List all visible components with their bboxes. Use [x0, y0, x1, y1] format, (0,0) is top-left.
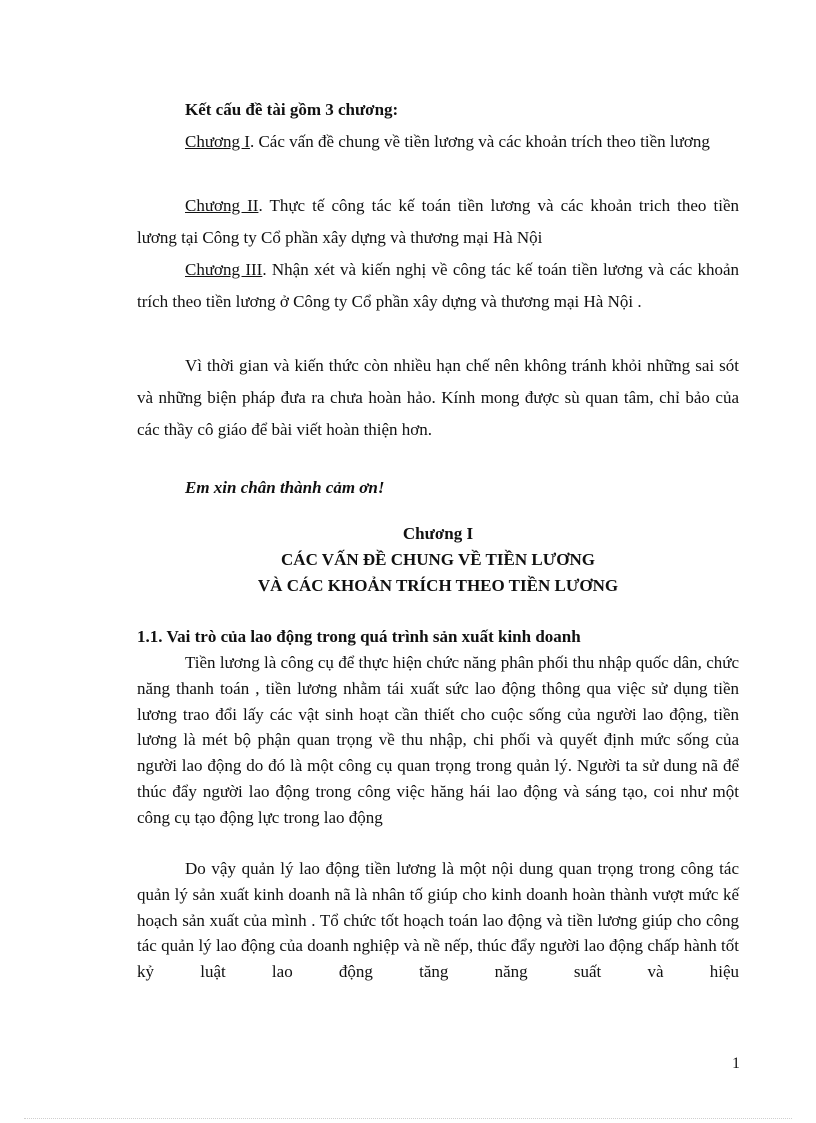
chapter-1-entry [137, 126, 739, 158]
chapter-3-text: . Nhận xét và kiến nghị về công tác kế toán tiền lương và các khoản trích theo tiền lương ở Công ty Cổ phần xây dựng và thương mại Hà Nội . [137, 260, 739, 311]
section-heading: 1.1. Vai trò của lao động trong quá trình sản xuất kinh doanh [137, 627, 581, 646]
chapter-title-line-1: CÁC VẤN ĐỀ CHUNG VỀ TIỀN LƯƠNG [281, 550, 595, 569]
chapter-2-text: . Thực tế công tác kế toán tiền lương và các khoản trich theo tiền lương tại Công ty Cổ phần xây dựng và thương mại Hà Nội [137, 196, 739, 247]
structure-heading: Kết cấu đề tài gồm 3 chương: [185, 100, 399, 119]
chapter-2-label: Chương II [185, 196, 259, 215]
section-paragraph-2: Do vậy quản lý lao động tiền lương là một nội dung quan trọng trong công tác quản lý sản xuất kinh doanh nã là nhân tố giúp cho kinh doanh hoàn thành vượt mức kế hoạch sản xuất của mình . Tổ chức tốt hoạch toán lao động và tiền lương giúp cho công tác quản lý lao động của doanh nghiệp và nề nếp, thúc đẩy người lao động chấp hành tốt kỷ luật lao động tăng năng suất và hiệu [137, 859, 739, 982]
section-paragraph-1: Tiền lương là công cụ để thực hiện chức năng phân phối thu nhập quốc dân, chức năng thanh toán , tiền lương nhằm tái xuất sức lao động thông qua việc sử dụng tiền lương trao đổi lấy các vật sinh hoạt cần thiết cho cuộc sống của người lao động, tiền lương là mét bộ phận quan trọng về thu nhập, chi phối và quyết định mức sống của người lao động do đó là một công cụ quan trọng trong quản lý. Người ta sử dung nã để thúc đẩy người lao động trong công việc hăng hái lao động và sáng tạo, coi như một công cụ tạo động lực trong lao động [137, 653, 739, 827]
chapter-1-text: . Các vấn đề chung về tiền lương và các khoản trích theo tiền lương [249, 132, 710, 151]
page-number: 1 [732, 1055, 740, 1072]
page-bottom-rule [24, 1118, 792, 1119]
chapter-3-label: Chương III [185, 260, 263, 279]
thanks-line: Em xin chân thành cảm ơn! [185, 478, 385, 497]
closing-paragraph: Vì thời gian và kiến thức còn nhiều hạn chế nên không tránh khỏi những sai sót và những biện pháp đưa ra chưa hoàn hảo. Kính mong được sù quan tâm, chỉ bảo của các thầy cô giáo để bài viết hoàn thiện hơn. [137, 356, 739, 439]
chapter-3-entry [137, 254, 739, 318]
chapter-1-label: Chương I [185, 132, 250, 151]
chapter-number: Chương I [402, 524, 474, 543]
chapter-title-line-2: VÀ CÁC KHOẢN TRÍCH THEO TIỀN LƯƠNG [257, 576, 619, 595]
chapter-2-entry [137, 190, 739, 254]
